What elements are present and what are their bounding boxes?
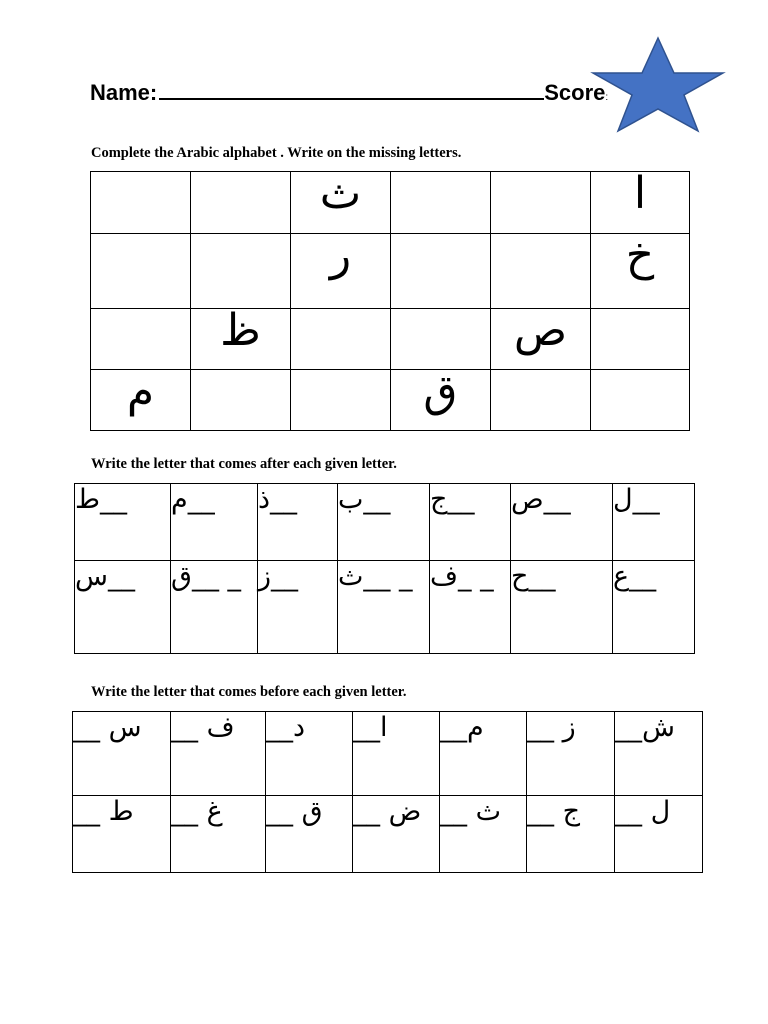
alphabet-cell[interactable]	[391, 172, 491, 234]
alphabet-row	[91, 309, 690, 370]
alphabet-cell[interactable]	[491, 370, 591, 431]
letter-before-cell[interactable]: __ ق	[266, 796, 353, 873]
alphabet-row	[91, 172, 690, 234]
letter-before-cell[interactable]: __ ج	[527, 796, 615, 873]
letter-before-cell[interactable]: __ ط	[73, 796, 171, 873]
letter-after-grid	[74, 483, 695, 654]
alphabet-cell[interactable]	[591, 309, 690, 370]
letter-before-grid	[72, 711, 703, 873]
letter-before-row	[73, 796, 703, 873]
letter-before-cell[interactable]: __م	[440, 712, 527, 796]
instruction-complete-alphabet: Complete the Arabic alphabet . Write on the missing letters.	[91, 145, 462, 161]
name-score-header	[90, 80, 608, 106]
letter-after-cell[interactable]: ز__	[258, 561, 338, 654]
letter-after-cell[interactable]: ق__ _	[171, 561, 258, 654]
letter-after-cell[interactable]: ص__	[511, 484, 613, 561]
score-colon: :	[605, 92, 609, 103]
letter-before-cell[interactable]: __ ث	[440, 796, 527, 873]
instruction-letter-after: Write the letter that comes after each given letter.	[91, 456, 397, 472]
letter-after-cell[interactable]: م__	[171, 484, 258, 561]
letter-after-cell[interactable]: ل__	[613, 484, 695, 561]
letter-before-cell[interactable]: __ش	[615, 712, 703, 796]
alphabet-cell[interactable]	[391, 234, 491, 309]
alphabet-cell[interactable]	[191, 172, 291, 234]
letter-after-cell[interactable]: ذ__	[258, 484, 338, 561]
alphabet-cell[interactable]: ص	[491, 309, 591, 370]
alphabet-cell[interactable]	[91, 172, 191, 234]
alphabet-cell[interactable]	[491, 234, 591, 309]
alphabet-cell[interactable]: ث	[291, 172, 391, 234]
alphabet-cell[interactable]	[91, 234, 191, 309]
letter-after-cell[interactable]: س__	[75, 561, 171, 654]
letter-before-cell[interactable]: __ ف	[171, 712, 266, 796]
letter-after-cell[interactable]: ع__	[613, 561, 695, 654]
name-blank-line[interactable]	[159, 80, 544, 100]
alphabet-cell[interactable]: ا	[591, 172, 690, 234]
alphabet-cell[interactable]: خ	[591, 234, 690, 309]
alphabet-grid	[90, 168, 690, 431]
alphabet-row	[91, 234, 690, 309]
instruction-letter-before: Write the letter that comes before each given letter.	[91, 684, 407, 700]
letter-before-cell[interactable]: __ ز	[527, 712, 615, 796]
alphabet-cell[interactable]	[591, 370, 690, 431]
name-label: Name:	[90, 80, 158, 105]
letter-before-cell[interactable]: __ ض	[353, 796, 440, 873]
star-icon	[590, 36, 726, 134]
alphabet-cell[interactable]	[191, 370, 291, 431]
alphabet-cell[interactable]	[391, 309, 491, 370]
alphabet-cell[interactable]: م	[91, 370, 191, 431]
letter-before-row	[73, 712, 703, 796]
letter-after-row	[75, 484, 695, 561]
letter-after-cell[interactable]: ف_ _	[430, 561, 511, 654]
alphabet-cell[interactable]	[91, 309, 191, 370]
alphabet-cell[interactable]: ق	[391, 370, 491, 431]
letter-before-cell[interactable]: __د	[266, 712, 353, 796]
letter-after-cell[interactable]: ط__	[75, 484, 171, 561]
alphabet-cell[interactable]	[291, 309, 391, 370]
alphabet-cell[interactable]	[291, 370, 391, 431]
alphabet-cell[interactable]	[491, 172, 591, 234]
letter-before-cell[interactable]: __ غ	[171, 796, 266, 873]
letter-after-cell[interactable]: ح__	[511, 561, 613, 654]
alphabet-cell[interactable]	[191, 234, 291, 309]
alphabet-row	[91, 370, 690, 431]
letter-after-cell[interactable]: ج__	[430, 484, 511, 561]
letter-after-row	[75, 561, 695, 654]
score-label: Score	[544, 80, 606, 105]
letter-after-cell[interactable]: ب__	[338, 484, 430, 561]
letter-before-cell[interactable]: __ ل	[615, 796, 703, 873]
letter-before-cell[interactable]: __ س	[73, 712, 171, 796]
alphabet-cell[interactable]: ر	[291, 234, 391, 309]
letter-before-cell[interactable]: __ا	[353, 712, 440, 796]
letter-after-cell[interactable]: ث__ _	[338, 561, 430, 654]
alphabet-cell[interactable]: ظ	[191, 309, 291, 370]
